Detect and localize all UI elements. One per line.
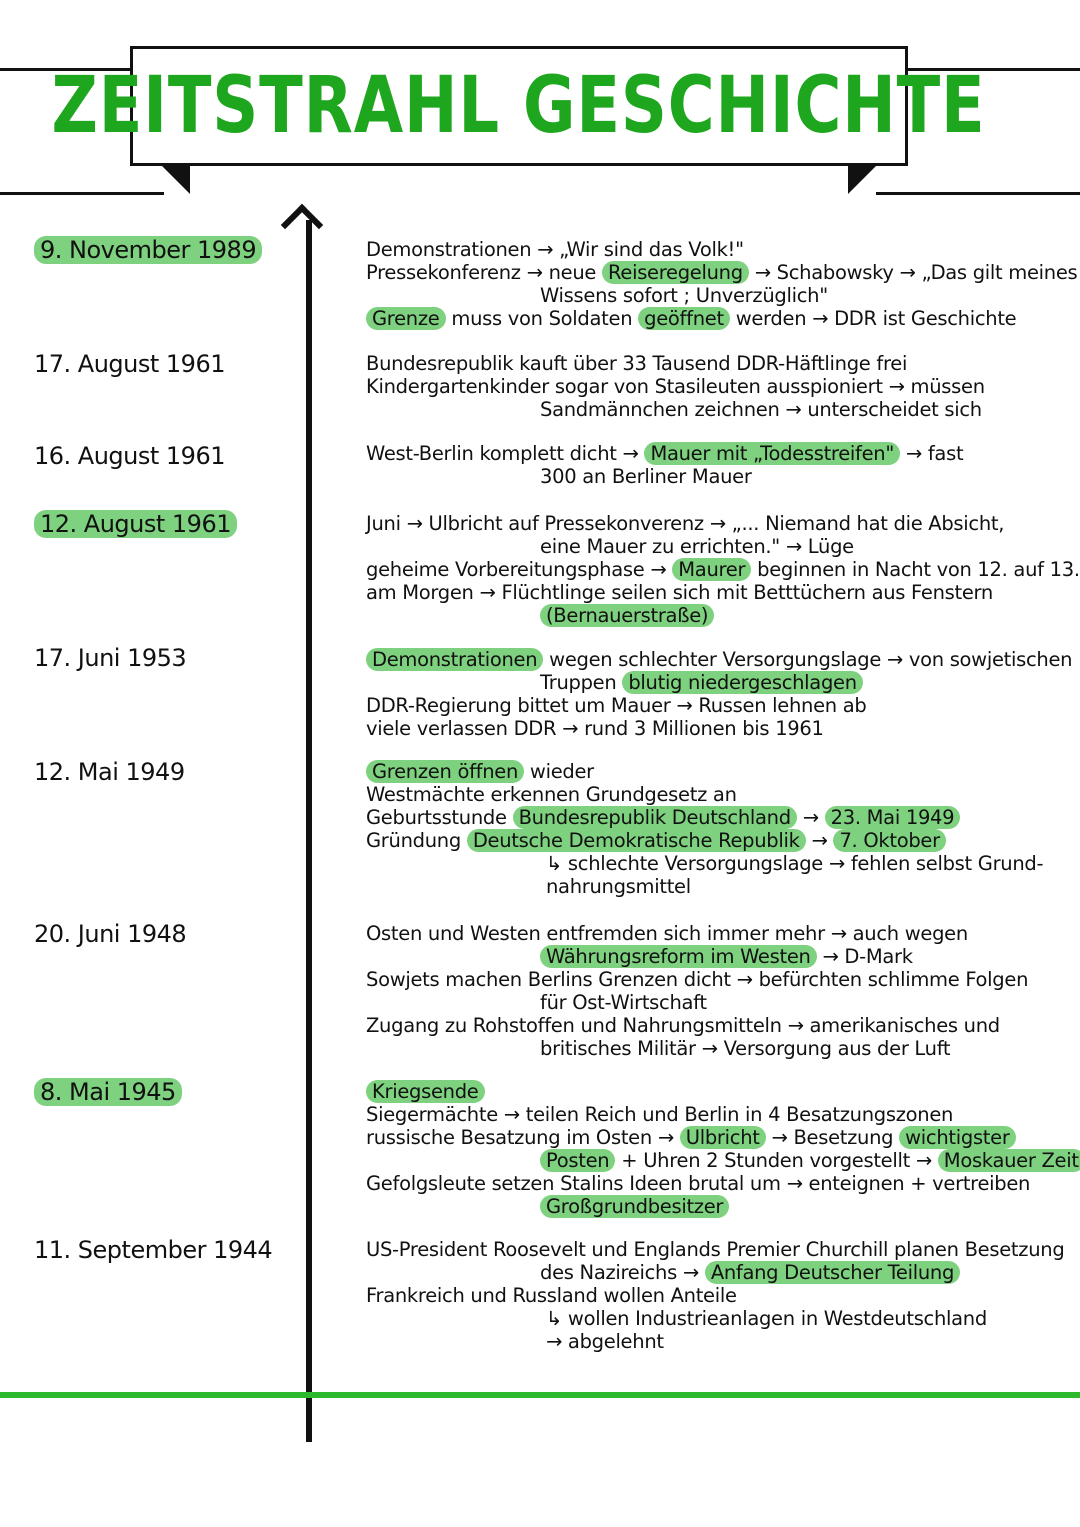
note-text: nahrungsmittel bbox=[546, 875, 691, 898]
note-text: wieder bbox=[524, 760, 594, 783]
note-text: eine Mauer zu errichten." → Lüge bbox=[540, 535, 854, 558]
event-date: 12. Mai 1949 bbox=[34, 758, 185, 786]
note-line bbox=[366, 648, 1072, 671]
page-title: ZEITSTRAHL GESCHICHTE bbox=[51, 61, 987, 151]
note-line bbox=[366, 261, 1078, 284]
event-notes bbox=[366, 922, 1072, 1060]
event-notes bbox=[366, 760, 1072, 898]
note-text: Wissens sofort ; Unverzüglich" bbox=[540, 284, 828, 307]
event-notes bbox=[366, 1238, 1072, 1353]
note-line bbox=[366, 760, 1072, 783]
note-text: DDR-Regierung bittet um Mauer → Russen lehnen ab bbox=[366, 694, 867, 717]
note-line bbox=[366, 465, 1072, 488]
note-line bbox=[366, 558, 1080, 581]
note-line bbox=[366, 829, 1072, 852]
event-notes bbox=[366, 512, 1080, 627]
title-banner bbox=[51, 46, 987, 166]
note-text: muss von Soldaten bbox=[445, 307, 639, 330]
note-line bbox=[366, 806, 1072, 829]
timeline-axis bbox=[306, 220, 312, 1442]
note-text: wegen schlechter Versorgungslage → von sowjetischen bbox=[543, 648, 1073, 671]
event-date: 12. August 1961 bbox=[34, 510, 237, 538]
note-text: Frankreich und Russland wollen Anteile bbox=[366, 1284, 737, 1307]
note-text: → bbox=[805, 829, 834, 852]
note-text: des Nazireichs → bbox=[540, 1261, 705, 1284]
note-text: Gründung bbox=[366, 829, 467, 852]
highlighted-term: Demonstrationen bbox=[366, 648, 543, 671]
banner-fold-left bbox=[162, 166, 190, 194]
event-notes bbox=[366, 1080, 1079, 1218]
highlighted-term: Großgrundbesitzer bbox=[540, 1195, 729, 1218]
note-line bbox=[366, 1080, 1072, 1103]
event-date: 9. November 1989 bbox=[34, 236, 262, 264]
event-notes bbox=[366, 352, 1072, 421]
note-line bbox=[366, 375, 1072, 398]
note-line bbox=[366, 1238, 1072, 1261]
note-line bbox=[366, 604, 1072, 627]
highlighted-term: Kriegsende bbox=[366, 1080, 485, 1103]
event-notes bbox=[366, 442, 1072, 488]
note-text: West-Berlin komplett dicht → bbox=[366, 442, 645, 465]
note-text: ↳ schlechte Versorgungslage → fehlen selbst Grund- bbox=[546, 852, 1044, 875]
note-line bbox=[366, 1172, 1072, 1195]
note-line bbox=[366, 852, 1072, 875]
header-rule-right-lower bbox=[876, 192, 1080, 195]
note-line bbox=[366, 512, 1072, 535]
highlighted-term: wichtigster bbox=[899, 1126, 1015, 1149]
note-text: Siegermächte → teilen Reich und Berlin in 4 Besatzungszonen bbox=[366, 1103, 954, 1126]
note-line bbox=[366, 1014, 1072, 1037]
note-text: geheime Vorbereitungsphase → bbox=[366, 558, 673, 581]
note-line bbox=[366, 1330, 1072, 1353]
note-text: → bbox=[796, 806, 825, 829]
note-line bbox=[366, 535, 1072, 558]
header-rule-left-lower bbox=[0, 192, 164, 195]
bottom-green-line bbox=[0, 1392, 1080, 1398]
highlighted-term: Grenze bbox=[366, 307, 446, 330]
note-line bbox=[366, 875, 1072, 898]
note-text: werden → DDR ist Geschichte bbox=[729, 307, 1017, 330]
note-line bbox=[366, 398, 1072, 421]
note-line bbox=[366, 307, 1072, 330]
banner-fold-right bbox=[848, 166, 876, 194]
note-text: am Morgen → Flüchtlinge seilen sich mit Betttüchern aus Fenstern bbox=[366, 581, 993, 604]
note-text: Westmächte erkennen Grundgesetz an bbox=[366, 783, 737, 806]
note-text: → fast bbox=[900, 442, 964, 465]
note-text: britisches Militär → Versorgung aus der Luft bbox=[540, 1037, 951, 1060]
note-line bbox=[366, 238, 1072, 261]
highlighted-term: Maurer bbox=[672, 558, 751, 581]
highlighted-term: Währungsreform im Westen bbox=[540, 945, 817, 968]
timeline-arrow-head bbox=[281, 204, 323, 246]
note-line bbox=[366, 991, 1072, 1014]
note-text: → Schabowsky → „Das gilt meines bbox=[748, 261, 1078, 284]
highlighted-term: 7. Oktober bbox=[833, 829, 945, 852]
note-line bbox=[366, 581, 1072, 604]
note-line bbox=[366, 442, 1072, 465]
note-text: Gefolgsleute setzen Stalins Ideen brutal um → enteignen + vertreiben bbox=[366, 1172, 1031, 1195]
event-date: 17. August 1961 bbox=[34, 350, 225, 378]
highlighted-term: Anfang Deutscher Teilung bbox=[705, 1261, 960, 1284]
note-line bbox=[366, 1284, 1072, 1307]
note-text: Kindergartenkinder sogar von Stasileuten ausspioniert → müssen bbox=[366, 375, 985, 398]
note-line bbox=[366, 1307, 1072, 1330]
event-date: 20. Juni 1948 bbox=[34, 920, 187, 948]
note-text: + Uhren 2 Stunden vorgestellt → bbox=[615, 1149, 938, 1172]
note-line bbox=[366, 1126, 1072, 1149]
note-text: Juni → Ulbricht auf Pressekonverenz → „... Niemand hat die Absicht, bbox=[366, 512, 1005, 535]
note-text: beginnen in Nacht von 12. auf 13. bbox=[751, 558, 1080, 581]
highlighted-term: geöffnet bbox=[638, 307, 730, 330]
note-text: ↳ wollen Industrieanlagen in Westdeutschland bbox=[546, 1307, 987, 1330]
highlighted-term: Posten bbox=[540, 1149, 615, 1172]
highlighted-term: Mauer mit „Todesstreifen" bbox=[644, 442, 900, 465]
highlighted-term: Bundesrepublik Deutschland bbox=[513, 806, 797, 829]
note-line bbox=[366, 1037, 1072, 1060]
highlighted-term: Moskauer Zeit bbox=[938, 1149, 1080, 1172]
event-date: 16. August 1961 bbox=[34, 442, 225, 470]
note-line bbox=[366, 922, 1072, 945]
note-text: Geburtsstunde bbox=[366, 806, 513, 829]
highlighted-term: Deutsche Demokratische Republik bbox=[467, 829, 806, 852]
note-text: Truppen bbox=[540, 671, 623, 694]
event-notes bbox=[366, 238, 1078, 330]
note-line bbox=[366, 694, 1072, 717]
note-text: → Besetzung bbox=[765, 1126, 900, 1149]
note-text: Zugang zu Rohstoffen und Nahrungsmitteln → amerikanisches und bbox=[366, 1014, 1000, 1037]
event-notes bbox=[366, 648, 1072, 740]
highlighted-term: Reiseregelung bbox=[602, 261, 749, 284]
note-text: Pressekonferenz → neue bbox=[366, 261, 602, 284]
event-date: 17. Juni 1953 bbox=[34, 644, 187, 672]
note-line bbox=[366, 945, 1072, 968]
note-line bbox=[366, 1261, 1072, 1284]
note-text: für Ost-Wirtschaft bbox=[540, 991, 707, 1014]
note-text: 300 an Berliner Mauer bbox=[540, 465, 752, 488]
note-text: Sandmännchen zeichnen → unterscheidet sich bbox=[540, 398, 982, 421]
note-text: Bundesrepublik kauft über 33 Tausend DDR-Häftlinge frei bbox=[366, 352, 908, 375]
note-line bbox=[366, 1195, 1072, 1218]
note-line bbox=[366, 284, 1072, 307]
note-text: Osten und Westen entfremden sich immer mehr → auch wegen bbox=[366, 922, 968, 945]
highlighted-term: Grenzen öffnen bbox=[366, 760, 524, 783]
highlighted-term: blutig niedergeschlagen bbox=[622, 671, 862, 694]
note-text: Demonstrationen → „Wir sind das Volk!" bbox=[366, 238, 744, 261]
highlighted-term: Ulbricht bbox=[680, 1126, 766, 1149]
event-date: 11. September 1944 bbox=[34, 1236, 273, 1264]
note-line bbox=[366, 1103, 1072, 1126]
note-text: viele verlassen DDR → rund 3 Millionen bis 1961 bbox=[366, 717, 824, 740]
event-date: 8. Mai 1945 bbox=[34, 1078, 182, 1106]
highlighted-term: (Bernauerstraße) bbox=[540, 604, 714, 627]
note-line bbox=[366, 671, 1072, 694]
note-text: russische Besatzung im Osten → bbox=[366, 1126, 680, 1149]
note-text: → D-Mark bbox=[816, 945, 913, 968]
note-line bbox=[366, 352, 1072, 375]
note-text: US-President Roosevelt und Englands Premier Churchill planen Besetzung bbox=[366, 1238, 1065, 1261]
note-text: → abgelehnt bbox=[546, 1330, 664, 1353]
note-line bbox=[366, 783, 1072, 806]
note-line bbox=[366, 968, 1072, 991]
note-line bbox=[366, 717, 1072, 740]
highlighted-term: 23. Mai 1949 bbox=[825, 806, 961, 829]
note-text: Sowjets machen Berlins Grenzen dicht → befürchten schlimme Folgen bbox=[366, 968, 1029, 991]
note-line bbox=[366, 1149, 1079, 1172]
